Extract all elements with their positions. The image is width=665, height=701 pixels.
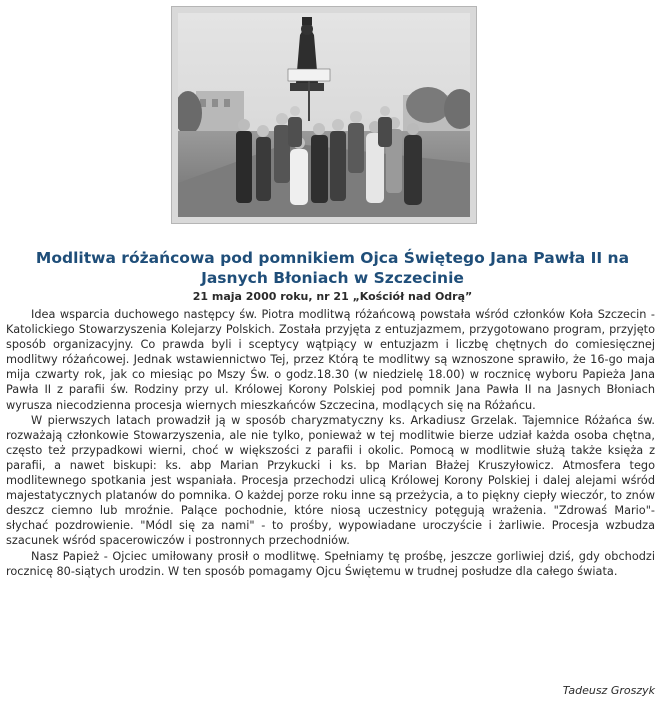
- article-title: Modlitwa różańcowa pod pomnikiem Ojca Świętego Jana Pawła II na Jasnych Błoniach w Szczecinie: [35, 249, 630, 287]
- author-signature: Tadeusz Groszyk: [562, 684, 655, 697]
- photo-frame: [171, 6, 477, 224]
- paragraph: Idea wsparcia duchowego następcy św. Piotra modlitwą różańcową powstała wśród członków Koła Szczecin - Katolickiego Stowarzyszenia Kolejarzy Polskich. Została przyjęta z entuzjazmem, przygotowano program, przyjęto sposób organizacyjny. Co prawda byli i sceptycy wątpiący w entuzjazm i liczbę chętnych do comiesięcznej modlitwy różańcowej. Jednak wstawiennictwo Tej, przez Którą te modlitwy są wznoszone sprawiło, że 16-go maja mija czwarty rok, jak co miesiąc po Mszy Św. o godz.18.30 (w niedzielę 18.00) w rocznicę wyboru Papieża Jana Pawła II z parafii św. Rodziny przy ul. Królowej Korony Polskiej pod pomnik Jana Pawła II na Jasnych Błoniach wyrusza niecodzienna procesja wiernych mieszkańców Szczecina, modlących się na Różańcu.: [6, 308, 655, 412]
- group-photo: [178, 13, 470, 217]
- paragraph: W pierwszych latach prowadził ją w sposób charyzmatyczny ks. Arkadiusz Grzelak. Tajemnice Różańca św. rozważają członkowie Stowarzyszenia, ale nie tylko, ponieważ w tej modlitwie bierze udział każda osoba chętna, często też przypadkowi wierni, choć w większości z parafii i okolic. Pomocą w modlitwie służą także księża z parafii, a nawet biskupi: ks. abp Marian Przykucki i ks. bp Marian Błażej Kruszyłowicz. Atmosfera tego modlitewnego spotkania jest wspaniała. Procesja przechodzi ulicą Królowej Korony Polskiej i dalej alejami wśród majestatycznych platanów do pomnika. O każdej porze roku inne są przeżycia, a to piękny ciepły wieczór, to znów deszcz ciemno lub mroźnie. Palące pochodnie, które niosą uczestnicy potęgują wrażenia. "Zdrowaś Mario"- słychać pozdrowienie. "Módl się za nami" - to prośby, wypowiadane uroczyście i żarliwie. Procesja wzbudza szacunek wśród spacerowiczów i postronnych przechodniów.: [6, 413, 655, 548]
- paragraph: Nasz Papież - Ojciec umiłowany prosił o modlitwę. Spełniamy tę prośbę, jeszcze gorliwiej dziś, gdy obchodzi rocznicę 80-siątych urodzin. W ten sposób pomagamy Ojcu Świętemu w trudnej posłudze dla całego świata.: [6, 549, 655, 578]
- article-subtitle: 21 maja 2000 roku, nr 21 „Kościół nad Odrą”: [192, 290, 473, 303]
- article-body: [6, 307, 655, 579]
